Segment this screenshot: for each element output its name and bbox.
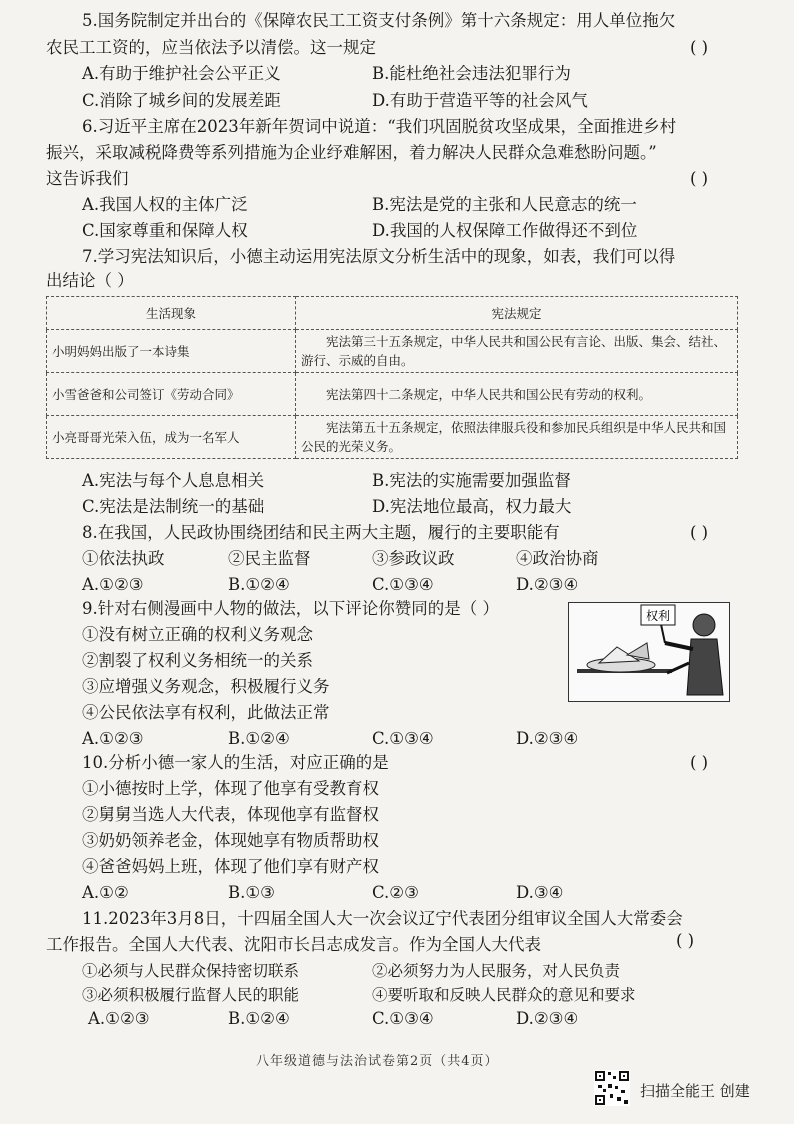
q9-option-c: C.①③④ (372, 729, 434, 748)
q11-option-b: B.①②④ (228, 1009, 290, 1028)
q11-option-a: A.①②③ (88, 1009, 150, 1028)
q11-stem-line1: 11.2023年3月8日，十四届全国人大一次会议辽宁代表团分组审议全国人大常委会 (82, 909, 683, 928)
q6-stem-line2: 振兴，采取减税降费等系列措施为企业纾难解困，着力解决人民群众急难愁盼问题。” (46, 143, 657, 162)
q5-stem-line2: 农民工工资的，应当依法予以清偿。这一规定 (46, 38, 376, 57)
q6-option-c: C.国家尊重和保障人权 (82, 221, 248, 240)
page-footer: 八年级道德与法治试卷第2页（共4页） (256, 1054, 499, 1069)
q10-answer-bracket: ( ) (690, 753, 709, 772)
table-row (47, 373, 738, 416)
table-cell: 宪法第四十二条规定，中华人民共和国公民有劳动的权利。 (296, 373, 738, 416)
q10-option-c: C.②③ (372, 883, 419, 902)
q11-option-d: D.②③④ (516, 1009, 579, 1028)
qr-code-icon (594, 1070, 630, 1106)
q8-item: ③参政议政 (372, 549, 455, 568)
q11-option-c: C.①③④ (372, 1009, 434, 1028)
scanner-watermark: 扫描全能王 创建 (640, 1082, 750, 1100)
q5-stem-line1: 5.国务院制定并出台的《保障农民工工资支付条例》第十六条规定：用人单位拖欠 (82, 11, 676, 30)
q10-option-b: B.①③ (228, 883, 275, 902)
q6-option-b: B.宪法是党的主张和人民意志的统一 (372, 195, 637, 214)
table-row (47, 416, 738, 459)
q10-option-d: D.③④ (516, 883, 564, 902)
constitution-table (46, 296, 738, 459)
q8-stem: 8.在我国，人民政协围绕团结和民主两大主题，履行的主要职能有 (82, 523, 560, 542)
q8-option-a: A.①②③ (82, 575, 144, 594)
table-cell: 小雪爸爸和公司签订《劳动合同》 (47, 373, 296, 416)
q10-item: ③奶奶领养老金，体现她享有物质帮助权 (82, 831, 379, 850)
q11-item: ④要听取和反映人民群众的意见和要求 (372, 986, 636, 1004)
table-header: 宪法规定 (296, 297, 738, 330)
q6-option-d: D.我国的人权保障工作做得还不到位 (372, 221, 638, 240)
q6-option-a: A.我国人权的主体广泛 (82, 195, 248, 214)
q6-stem-line3: 这告诉我们 (46, 169, 129, 188)
q10-item: ④爸爸妈妈上班，体现了他们享有财产权 (82, 857, 379, 876)
q11-item: ②必须努力为人民服务，对人民负责 (372, 962, 621, 980)
q9-option-d: D.②③④ (516, 729, 579, 748)
q8-option-b: B.①②④ (228, 575, 290, 594)
q9-option-a: A.①②③ (82, 729, 144, 748)
table-cell: 小亮哥哥光荣入伍，成为一名军人 (47, 416, 296, 459)
q8-option-c: C.①③④ (372, 575, 434, 594)
q8-option-d: D.②③④ (516, 575, 579, 594)
q7-option-a: A.宪法与每个人息息相关 (82, 471, 265, 490)
q11-stem-line2: 工作报告。全国人大代表、沈阳市长吕志成发言。作为全国人大代表 (46, 935, 541, 954)
table-header: 生活现象 (47, 297, 296, 330)
table-row (47, 330, 738, 373)
q7-stem-line2: 出结论（ ） (46, 271, 134, 290)
q9-item: ②割裂了权利义务相统一的关系 (82, 651, 313, 670)
q6-answer-bracket: ( ) (690, 169, 709, 188)
q5-answer-bracket: ( ) (690, 38, 709, 57)
q8-item: ②民主监督 (228, 549, 311, 568)
table-cell: 宪法第五十五条规定，依照法律服兵役和参加民兵组织是中华人民共和国公民的光荣义务。 (296, 416, 738, 459)
q6-stem-line1: 6.习近平主席在2023年新年贺词中说道：“我们巩固脱贫攻坚成果，全面推进乡村 (82, 117, 677, 136)
q5-option-b: B.能杜绝社会违法犯罪行为 (372, 64, 571, 83)
table-cell: 宪法第三十五条规定，中华人民共和国公民有言论、出版、集会、结社、游行、示威的自由。 (296, 330, 738, 373)
cartoon-illustration (568, 602, 730, 702)
q9-item: ③应增强义务观念，积极履行义务 (82, 677, 330, 696)
q9-stem: 9.针对右侧漫画中人物的做法，以下评论你赞同的是（ ） (82, 599, 499, 618)
q9-item: ①没有树立正确的权利义务观念 (82, 625, 313, 644)
q8-answer-bracket: ( ) (690, 523, 709, 542)
q10-item: ①小德按时上学，体现了他享有受教育权 (82, 779, 379, 798)
q5-option-a: A.有助于维护社会公平正义 (82, 64, 281, 83)
q8-item: ④政治协商 (516, 549, 599, 568)
cartoon-drawing (569, 603, 729, 701)
q5-option-d: D.有助于营造平等的社会风气 (372, 91, 588, 110)
q9-item: ④公民依法享有权利，此做法正常 (82, 703, 330, 722)
q7-option-c: C.宪法是法制统一的基础 (82, 497, 265, 516)
q7-option-b: B.宪法的实施需要加强监督 (372, 471, 571, 490)
table-header-row (47, 297, 738, 330)
q7-stem-line1: 7.学习宪法知识后，小德主动运用宪法原文分析生活中的现象，如表，我们可以得 (82, 247, 676, 266)
q11-item: ③必须积极履行监督人民的职能 (82, 986, 300, 1004)
table-cell: 小明妈妈出版了一本诗集 (47, 330, 296, 373)
q10-option-a: A.①② (82, 883, 129, 902)
q11-answer-bracket: ( ) (676, 931, 695, 950)
q11-item: ①必须与人民群众保持密切联系 (82, 962, 300, 980)
q10-stem: 10.分析小德一家人的生活，对应正确的是 (82, 753, 389, 772)
q9-option-b: B.①②④ (228, 729, 290, 748)
q5-option-c: C.消除了城乡间的发展差距 (82, 91, 281, 110)
cartoon-sign-text: 权利 (645, 609, 671, 623)
q7-option-d: D.宪法地位最高，权力最大 (372, 497, 572, 516)
q8-item: ①依法执政 (82, 549, 165, 568)
q10-item: ②舅舅当选人大代表，体现他享有监督权 (82, 805, 379, 824)
